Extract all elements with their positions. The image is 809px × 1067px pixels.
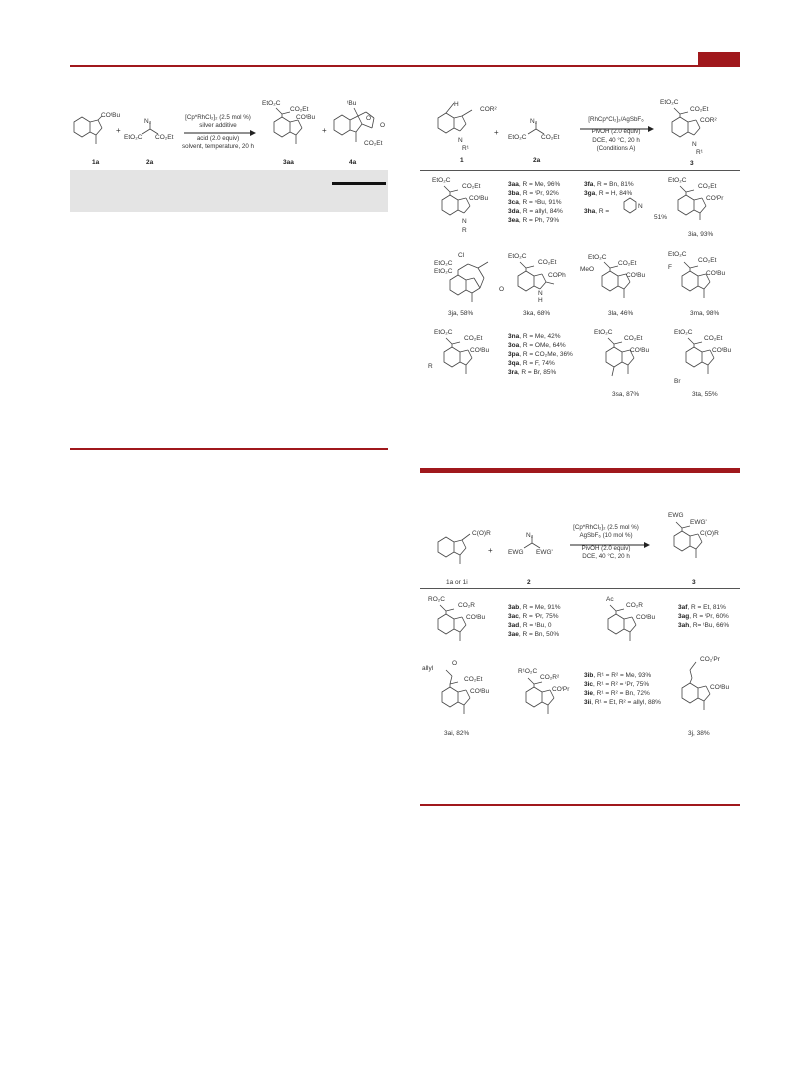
2a-n2: N₂ xyxy=(144,118,152,125)
4a-ring-o: O xyxy=(366,115,372,122)
scheme2-conditions xyxy=(578,116,654,153)
3-cor: COR² xyxy=(700,117,717,124)
plus-sign: + xyxy=(116,126,121,135)
3ai-allyl: allyl xyxy=(422,665,434,672)
scheme2-divider xyxy=(420,170,740,171)
2a-n2: N₂ xyxy=(530,118,538,125)
g3-list xyxy=(508,333,573,377)
list-item: 3da, R = allyl, 84% xyxy=(508,207,563,215)
3ma-left-ester: EtO₂C xyxy=(668,251,687,258)
section-rule-right xyxy=(420,468,740,473)
2a-left-ester: EtO₂C xyxy=(508,134,527,141)
g1-indole-structure xyxy=(432,605,472,649)
3j-acyl: COᵗBu xyxy=(710,684,730,691)
section-rule-left xyxy=(70,448,388,450)
plus-sign: + xyxy=(488,546,493,555)
4a-carbonyl-o: O xyxy=(380,122,386,129)
g3-acyl: COᵗBu xyxy=(470,347,490,354)
3ka-label: 3ka, 68% xyxy=(523,310,551,317)
3-right-ester: CO₂Et xyxy=(690,106,709,113)
table-header-panel xyxy=(70,170,388,212)
3j-structure xyxy=(676,662,716,720)
3ma-f: F xyxy=(668,264,672,271)
g1-indole-structure xyxy=(436,186,476,226)
list-item: 3ab, R = Me, 91% xyxy=(508,604,561,611)
g3-right-ester: CO₂Et xyxy=(464,335,483,342)
plus-sign: + xyxy=(322,126,327,135)
condition-line: [RhCp*Cl₂]₂/AgSbF₆ xyxy=(588,116,644,123)
g1-r: R xyxy=(462,227,467,234)
condition-line: PivOH (2.0 equiv) xyxy=(581,544,631,552)
3ai-label: 3ai, 82% xyxy=(444,730,470,737)
g1-right-ester: CO₂Et xyxy=(462,183,481,190)
3-label: 3 xyxy=(692,579,696,586)
list-item: 3af, R = Et, 81% xyxy=(678,604,726,611)
condition-line: [Cp*RhCl₂]₂ (2.5 mol %) xyxy=(185,114,251,121)
4a-tbu: ᵗBu xyxy=(347,100,357,107)
list-item: 3ii, R¹ = Et, R² = allyl, 88% xyxy=(584,698,661,706)
list-item: 3qa, R = F, 74% xyxy=(508,359,555,367)
pyridyl-n: N xyxy=(638,203,643,210)
list-item: 3ac, R = ⁱPr, 75% xyxy=(508,612,559,620)
3la-structure xyxy=(596,262,636,302)
3aa-right-ester: CO₂Et xyxy=(290,106,309,113)
3ta-acyl: COᵗBu xyxy=(712,347,732,354)
3ai-structure xyxy=(436,670,476,722)
g2-indole-structure xyxy=(602,605,642,649)
sm-acyl: C(O)R xyxy=(472,530,491,537)
2a-right-ester: CO₂Et xyxy=(541,134,560,141)
2a-label: 2a xyxy=(146,159,154,166)
g1-acyl: COᵗBu xyxy=(469,195,489,202)
1-cor: COR² xyxy=(480,106,497,113)
3ka-acyl: COPh xyxy=(548,272,566,279)
1-label: 1 xyxy=(460,157,464,164)
3sa-right-ester: CO₂Et xyxy=(624,335,643,342)
3ta-right-ester: CO₂Et xyxy=(704,335,723,342)
condition-line: (Conditions A) xyxy=(596,144,636,152)
3ia-label: 3ia, 93% xyxy=(688,231,714,238)
g2-acyl: COᵗBu xyxy=(636,614,656,621)
condition-line: solvent, temperature, 20 h xyxy=(182,142,254,150)
3ja-cl: Cl xyxy=(458,252,465,259)
g2-ac: Ac xyxy=(606,596,614,603)
3sa-label: 3sa, 87% xyxy=(612,391,640,398)
g2-list xyxy=(678,604,729,631)
3la-label: 3la, 46% xyxy=(608,310,634,317)
condition-line: PivOH (2.0 equiv) xyxy=(591,128,641,136)
3la-meo: MeO xyxy=(580,266,595,273)
3aa-label: 3aa xyxy=(283,159,294,166)
g3-indole-structure xyxy=(438,338,478,378)
2-left-ewg: EWG xyxy=(508,549,524,556)
3ka-structure xyxy=(512,262,560,302)
4a-label: 4a xyxy=(349,159,357,166)
3ta-structure xyxy=(680,338,720,384)
g1-n: N xyxy=(462,218,467,225)
list-item: 3oa, R = OMe, 64% xyxy=(508,341,566,349)
3ai-right-ester: CO₂Et xyxy=(464,676,483,683)
list-item: 3ad, R = ᵗBu, 0 xyxy=(508,621,552,629)
3la-acyl: COᵗBu xyxy=(626,272,646,279)
g3-list xyxy=(584,672,661,708)
3-r1: R¹ xyxy=(696,149,703,156)
scheme3-divider xyxy=(420,588,740,589)
g1-left-ester: RO₂C xyxy=(428,596,445,603)
3aa-acyl-group: COᵗBu xyxy=(296,114,316,121)
3ia-acyl: COⁱPr xyxy=(706,195,724,202)
g3-acyl: COⁱPr xyxy=(552,686,570,693)
condition-line: AgSbF₆ (10 mol %) xyxy=(579,532,633,540)
3la-left-ester: EtO₂C xyxy=(588,254,607,261)
g2-right-ester: CO₂R xyxy=(626,602,643,609)
3ka-right-ester: CO₂Et xyxy=(538,259,557,266)
3ta-br: Br xyxy=(674,378,681,385)
3ta-left-ester: EtO₂C xyxy=(674,329,693,336)
list-item: 3ic, R¹ = R² = ⁱPr, 75% xyxy=(584,680,650,688)
substrate-1a-1i-structure xyxy=(436,532,480,572)
3sa-acyl: COᵗBu xyxy=(630,347,650,354)
3-acyl: C(O)R xyxy=(700,530,719,537)
condition-line: DCE, 40 °C, 20 h xyxy=(582,552,630,560)
condition-line: [Cp*RhCl₂]₂ (2.5 mol %) xyxy=(573,524,639,531)
g1-list xyxy=(508,604,561,640)
3-left-ester: EtO₂C xyxy=(660,99,679,106)
3ia-structure xyxy=(672,186,712,226)
g3-indole-structure xyxy=(520,678,560,722)
list-item: 3ha, R = xyxy=(584,207,610,215)
list-item: 3pa, R = CO₂Me, 36% xyxy=(508,350,573,358)
3ja-ester-b: EtO₂C xyxy=(434,268,453,275)
3ma-right-ester: CO₂Et xyxy=(698,257,717,264)
3j-label: 3j, 38% xyxy=(688,730,710,737)
3ai-acyl: COᵗBu xyxy=(470,688,490,695)
list-item: 3ae, R = Bn, 50% xyxy=(508,630,560,638)
3la-right-ester: CO₂Et xyxy=(618,260,637,267)
3-ewg2: EWG' xyxy=(690,519,707,526)
list-item: 3ba, R = ⁱPr, 92% xyxy=(508,189,559,197)
list-item: 3ra, R = Br, 85% xyxy=(508,368,557,376)
3ka-n: N xyxy=(538,290,543,297)
g1-list xyxy=(508,181,563,225)
3ta-label: 3ta, 55% xyxy=(692,391,718,398)
2-right-ewg: EWG' xyxy=(536,549,553,556)
1-h: H xyxy=(454,101,459,108)
3-ewg: EWG xyxy=(668,512,684,519)
reaction-arrow-3 xyxy=(570,542,650,548)
3sa-structure xyxy=(600,338,640,384)
header-corner-tab xyxy=(698,52,740,66)
list-item: 3ie, R¹ = R² = Bn, 72% xyxy=(584,689,650,697)
2-label: 2 xyxy=(527,579,531,586)
2a-label: 2a xyxy=(533,157,541,164)
g3-right-ester: CO₂R² xyxy=(540,674,560,681)
2-n2: N₂ xyxy=(526,532,534,539)
3ha-yield: 51% xyxy=(654,214,668,221)
g1-left-ester: EtO₂C xyxy=(432,177,451,184)
3ka-h: H xyxy=(538,297,543,304)
3ka-left-ester: EtO₂C xyxy=(508,253,527,260)
table-header-rule xyxy=(332,182,386,185)
list-item: 3na, R = Me, 42% xyxy=(508,333,561,340)
g3-left-ester: EtO₂C xyxy=(434,329,453,336)
g3-left-ester: R¹O₂C xyxy=(518,668,538,675)
product-3-structure xyxy=(668,522,708,568)
g1-right-ester: CO₂R xyxy=(458,602,475,609)
3j-ester: CO₂ⁱPr xyxy=(700,656,720,663)
reaction-arrow-1 xyxy=(184,130,256,136)
1a-label: 1a xyxy=(92,159,100,166)
3ja-ester-a: EtO₂C xyxy=(434,260,453,267)
list-item: 3ea, R = Ph, 79% xyxy=(508,216,560,224)
condition-line: silver additive xyxy=(199,122,237,130)
g1-acyl: COᵗBu xyxy=(466,614,486,621)
3ia-left-ester: EtO₂C xyxy=(668,177,687,184)
g3-r: R xyxy=(428,363,433,370)
list-item: 3ca, R = ⁿBu, 91% xyxy=(508,198,562,206)
condition-line: acid (2.0 equiv) xyxy=(196,134,240,142)
3ma-acyl: COᵗBu xyxy=(706,270,726,277)
3ja-label: 3ja, 58% xyxy=(448,310,474,317)
list-item: 3ah, R= ᵗBu, 66% xyxy=(678,621,730,629)
list-item: 3ga, R = H, 84% xyxy=(584,189,633,197)
3ja-structure xyxy=(440,256,500,306)
condition-line: DCE, 40 °C, 20 h xyxy=(592,136,640,144)
2a-left-ester: EtO₂C xyxy=(124,134,143,141)
3ai-o: O xyxy=(452,660,458,667)
3-n: N xyxy=(692,141,697,148)
1-n: N xyxy=(458,137,463,144)
3ma-structure xyxy=(676,262,716,302)
3ma-label: 3ma, 98% xyxy=(690,310,720,317)
1a-acyl-group: COᵗBu xyxy=(101,112,121,119)
plus-sign: + xyxy=(494,128,499,137)
header-rule xyxy=(70,65,740,67)
list-item: 3ib, R¹ = R² = Me, 93% xyxy=(584,672,652,679)
2a-right-ester: CO₂Et xyxy=(155,134,174,141)
reaction-arrow-2 xyxy=(580,126,654,132)
list-item: 3ag, R = ⁱPr, 60% xyxy=(678,612,729,620)
list-item: 3aa, R = Me, 96% xyxy=(508,181,561,188)
section-rule-bottom xyxy=(420,804,740,806)
3ia-right-ester: CO₂Et xyxy=(698,183,717,190)
4a-ester: CO₂Et xyxy=(364,140,383,147)
3-label: 3 xyxy=(690,160,694,167)
3sa-left-ester: EtO₂C xyxy=(594,329,613,336)
list-item: 3fa, R = Bn, 81% xyxy=(584,181,634,188)
sm-label: 1a or 1i xyxy=(446,579,468,586)
3ja-o: O xyxy=(499,286,505,293)
3aa-left-ester: EtO₂C xyxy=(262,100,281,107)
1-r1: R¹ xyxy=(462,145,469,152)
